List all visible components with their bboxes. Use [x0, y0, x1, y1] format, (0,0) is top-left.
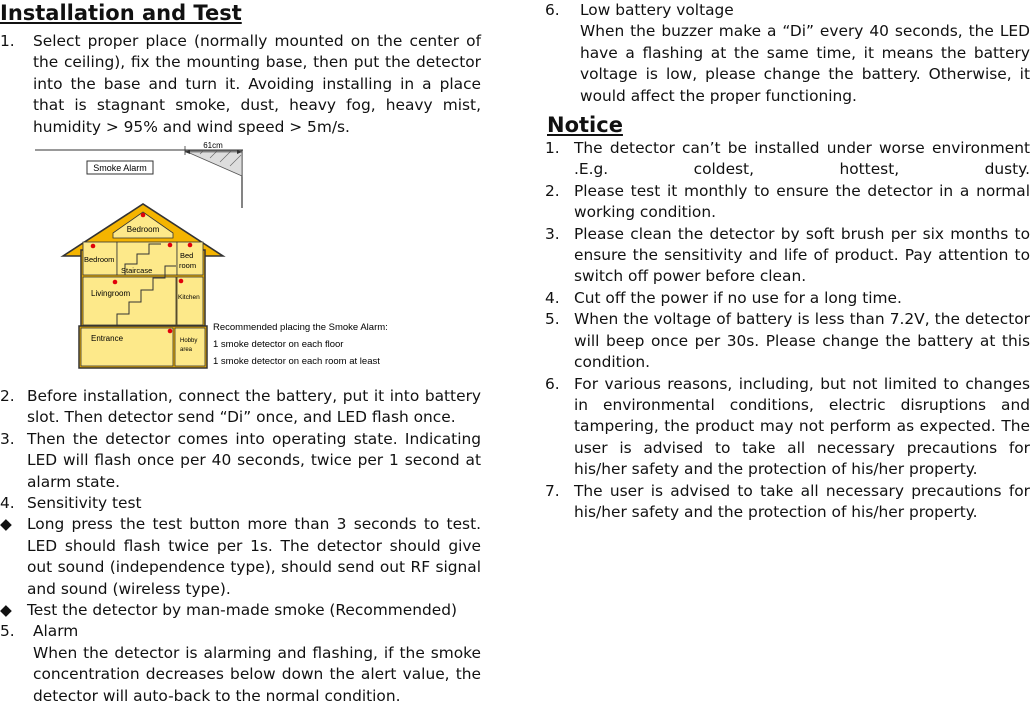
label-kitchen: Kitchen	[178, 294, 200, 301]
step-number: 4.	[0, 494, 15, 513]
install-step-4	[0, 493, 485, 514]
sensitivity-test-bullet-1	[0, 514, 485, 600]
notice-number: 5.	[545, 310, 560, 329]
notice-text: The user is advised to take all necessary precautions for his/her safety and the protection of his/her property.	[574, 481, 1030, 521]
label-staircase: Staircase	[121, 266, 153, 275]
label-room: room	[179, 261, 197, 270]
diamond-bullet-icon: ◆	[0, 515, 12, 534]
label-area: area	[180, 347, 193, 353]
installation-heading: Installation and Test	[0, 1, 242, 25]
room-livingroom	[83, 277, 176, 325]
recommend-room: 1 smoke detector on each room at least	[213, 356, 380, 367]
notice-number: 3.	[545, 224, 560, 243]
label-bed: Bed	[180, 251, 194, 260]
label-hobby: Hobby	[180, 338, 198, 344]
notice-item-4	[545, 288, 1030, 309]
house-placement-diagram	[25, 138, 465, 374]
room-kitchen	[177, 277, 203, 325]
step-number: 2.	[0, 387, 15, 405]
notice-item-3	[545, 224, 1030, 288]
step-text: Before installation, connect the battery, put it into battery slot. Then detector send “Di” once, and LED flash once.	[27, 387, 481, 427]
notice-number: 2.	[545, 181, 560, 200]
notice-column	[545, 0, 1030, 523]
step-text: Test the detector by man-made smoke (Recommended)	[27, 601, 458, 620]
notice-text: For various reasons, including, but not limited to changes in environmental conditions, electric disruptions and tampering, the product may not perform as expected. The user is advised to take all necessary precautions for his/her safety and the protection of his/her property.	[574, 374, 1030, 479]
distance-label: 61cm	[203, 141, 223, 150]
installation-column	[0, 0, 485, 705]
step-text: Select proper place (normally mounted on the center of the ceiling), fix the mounting base, then put the detector into the base and turn it. Avoiding installing in a place that is stagnant smoke, dust, heavy fog, heavy mist, humidity > 95% and wind speed > 5m/s.	[33, 32, 481, 136]
detector-dot	[91, 244, 96, 249]
notice-item-7	[545, 481, 1030, 524]
notice-number: 7.	[545, 481, 560, 500]
notice-text: Please clean the detector by soft brush per six months to ensure the sensitivity and life of product. Pay attention to switch off power before clean.	[574, 224, 1030, 286]
recommend-floor: 1 smoke detector on each floor	[213, 339, 344, 350]
low-battery-section	[545, 0, 1030, 107]
sensitivity-test-bullet-2	[0, 600, 485, 621]
label-livingroom: Livingroom	[91, 289, 131, 298]
install-step-1	[0, 31, 485, 138]
detector-dot	[168, 329, 173, 334]
diamond-bullet-icon: ◆	[0, 601, 12, 620]
install-step-5	[0, 621, 485, 707]
notice-number: 4.	[545, 288, 560, 307]
notice-item-1	[545, 138, 1030, 181]
label-bedroom-top: Bedroom	[126, 225, 160, 234]
notice-text: Cut off the power if no use for a long time.	[574, 288, 902, 307]
label-entrance: Entrance	[91, 334, 124, 343]
detector-dot	[179, 279, 184, 284]
detector-dot	[188, 243, 193, 248]
notice-number: 1.	[545, 139, 560, 158]
notice-text: Please test it monthly to ensure the detector in a normal working condition.	[574, 181, 1030, 222]
step-number: 5.	[0, 622, 15, 641]
notice-text: When the voltage of battery is less than 7.2V, the detector will beep once per 30s. Please change the battery at this condition.	[574, 310, 1030, 372]
notice-number: 6.	[545, 374, 560, 393]
notice-item-5	[545, 309, 1030, 373]
step-number: 1.	[0, 32, 15, 50]
step-number: 3.	[0, 429, 15, 448]
notice-text: The detector can’t be installed under worse environment .E.g. coldest, hottest, dusty.	[574, 139, 1030, 179]
install-step-3	[0, 429, 485, 493]
label-bedroom-left: Bedroom	[84, 255, 115, 264]
detector-dot	[168, 243, 173, 248]
step-text: Sensitivity test	[27, 494, 142, 513]
install-steps-continued	[0, 386, 485, 707]
step-text: Then the detector comes into operating state. Indicating LED will flash once per 40 seconds, twice per 1 second at alarm state.	[27, 429, 481, 491]
notice-item-6	[545, 374, 1030, 481]
detector-dot	[113, 280, 118, 285]
recommend-title: Recommended placing the Smoke Alarm:	[213, 322, 388, 333]
step-text: Long press the test button more than 3 seconds to test. LED should flash twice per 1s. The detector should give out sound (independence type), should send out RF signal and sound (wireless type).	[27, 515, 481, 598]
detector-dot	[141, 213, 146, 218]
low-battery-text: When the buzzer make a “Di” every 40 seconds, the LED have a flashing at the same time, it means the battery voltage is low, please change the battery. Otherwise, it would affect the proper functioning.	[580, 22, 1030, 105]
step-title: Alarm	[33, 622, 79, 641]
notice-item-2	[545, 181, 1030, 224]
smoke-alarm-label: Smoke Alarm	[93, 163, 147, 173]
notice-heading: Notice	[547, 113, 623, 138]
step-text: When the detector is alarming and flashing, if the smoke concentration decreases below down the alert value, the detector will auto-back to the normal condition.	[33, 643, 481, 705]
step-number: 6.	[545, 1, 560, 19]
notice-list	[545, 138, 1030, 523]
install-step-2	[0, 386, 485, 429]
low-battery-title: Low battery voltage	[580, 1, 734, 19]
